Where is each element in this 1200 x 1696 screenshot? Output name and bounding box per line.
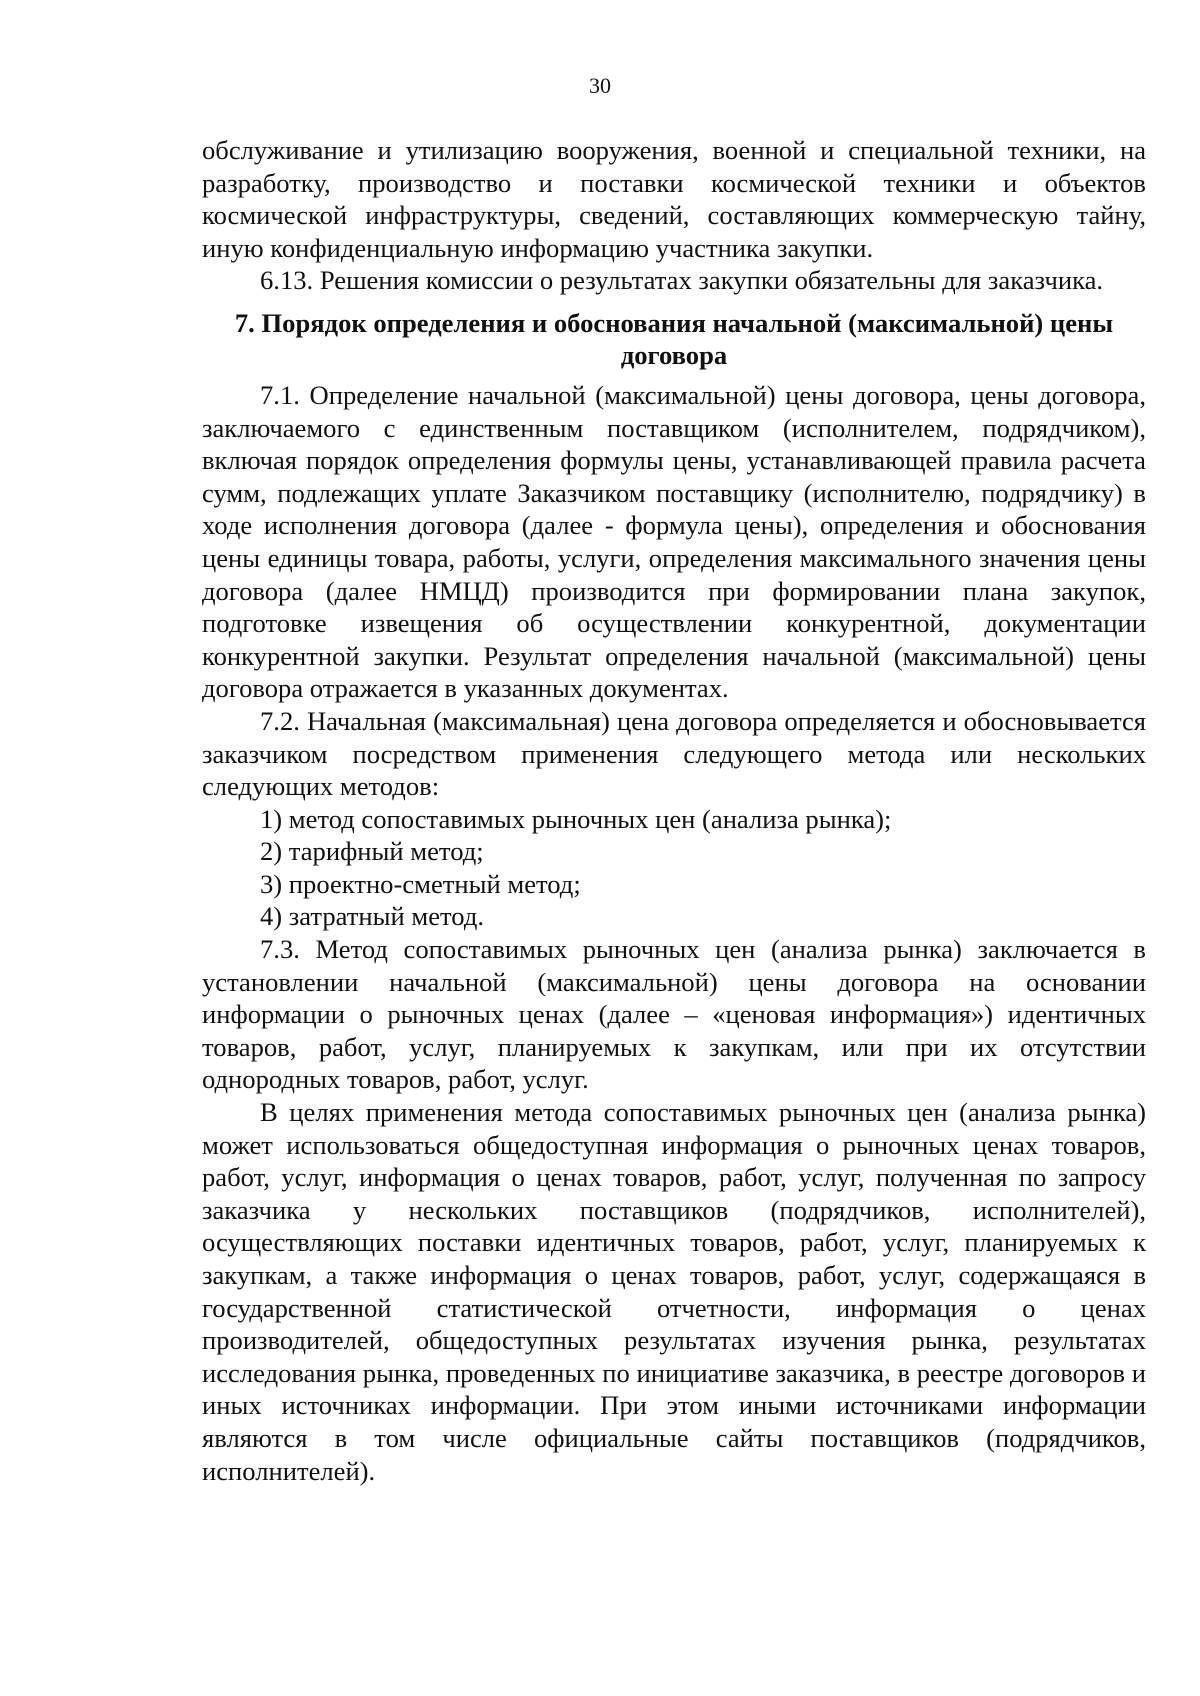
list-item-1: 1) метод сопоставимых рыночных цен (анализа рынка);: [260, 803, 892, 834]
list-item-3: 3) проектно-сметный метод;: [260, 868, 581, 899]
list-item-4: 4) затратный метод.: [260, 901, 484, 932]
list-item-2: 2) тарифный метод;: [260, 836, 484, 867]
paragraph-market-info: В целях применения метода сопоставимых рыночных цен (анализа рынка) может использоваться общедоступная информация о рыночных ценах товаров, работ, услуг, информация о ценах товаров, работ, услуг, полученная по запросу заказчика у нескольких поставщиков (подрядчиков, исполнителей), осуществляющих поставки идентичных товаров, работ, услуг, планируемых к закупкам, а также информация о ценах товаров, работ, услуг, содержащаяся в государственной статистической отчетности, информация о ценах производителей, общедоступных результатах изучения рынка, результатах исследования рынка, проведенных по инициативе заказчика, в реестре договоров и иных источниках информации. При этом иными источниками информации являются в том числе официальные сайты поставщиков (подрядчиков, исполнителей).: [202, 1097, 1146, 1486]
paragraph-7-2: 7.2. Начальная (максимальная) цена договора определяется и обосновывается заказчиком посредством применения следующего метода или нескольких следующих методов:: [202, 705, 1146, 802]
paragraph-7-3: 7.3. Метод сопоставимых рыночных цен (анализа рынка) заключается в установлении начальной (максимальной) цены договора на основании информации о рыночных ценах (далее – «ценовая информация») идентичных товаров, работ, услуг, планируемых к закупкам, или при их отсутствии однородных товаров, работ, услуг.: [202, 934, 1146, 1095]
section-heading-7: 7. Порядок определения и обоснования начальной (максимальной) цены договора: [234, 307, 1114, 370]
paragraph-6-13: 6.13. Решения комиссии о результатах закупки обязательны для заказчика.: [260, 265, 1104, 296]
page-number: 30: [589, 73, 611, 98]
paragraph-continuation: обслуживание и утилизацию вооружения, военной и специальной техники, на разработку, производство и поставки космической техники и объектов космической инфраструктуры, сведений, составляющих коммерческую тайну, иную конфиденциальную информацию участника закупки.: [202, 135, 1146, 263]
document-body: [202, 134, 1146, 1487]
paragraph-7-1: 7.1. Определение начальной (максимальной) цены договора, цены договора, заключаемого с единственным поставщиком (исполнителем, подрядчиком), включая порядок определения формулы цены, устанавливающей правила расчета сумм, подлежащих уплате Заказчиком поставщику (исполнителю, подрядчику) в ходе исполнения договора (далее - формула цены), определения и обоснования цены единицы товара, работы, услуги, определения максимального значения цены договора (далее НМЦД) производится при формировании плана закупок, подготовке извещения об осуществлении конкурентной, документации конкурентной закупки. Результат определения начальной (максимальной) цены договора отражается в указанных документах.: [202, 379, 1146, 704]
